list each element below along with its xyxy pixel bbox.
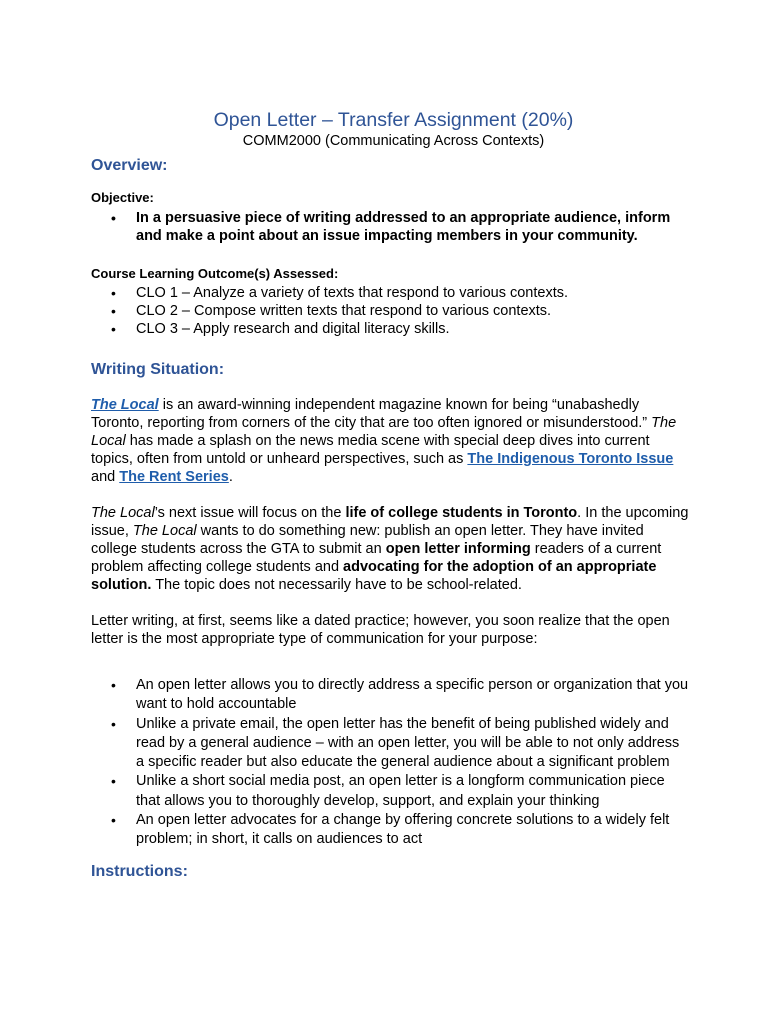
instructions-heading: Instructions: <box>91 862 188 880</box>
list-item: • Unlike a short social media post, an open letter is a longform communication piece that allows you to thoroughly develop, support, and explain your thinking <box>91 772 691 811</box>
list-item: • CLO 1 – Analyze a variety of texts that respond to various contexts. <box>91 284 691 302</box>
writing-situation-paragraph-3: Letter writing, at first, seems like a dated practice; however, you soon realize that the open letter is the most appropriate type of communication for your purpose: <box>91 613 670 647</box>
clo-label: Course Learning Outcome(s) Assessed: <box>91 266 339 281</box>
list-item: • CLO 2 – Compose written texts that respond to various contexts. <box>91 302 691 320</box>
indigenous-toronto-issue-link[interactable]: The Indigenous Toronto Issue <box>467 451 674 467</box>
the-local-link[interactable]: The Local <box>91 397 159 413</box>
list-item: • Unlike a private email, the open letter has the benefit of being published widely and read by a general audience – with an open letter, you will be able to not only address a specific reader but also educate the general audience about a significant problem <box>91 715 691 773</box>
writing-situation-paragraph-2: The Local’s next issue will focus on the life of college students in Toronto. In the upcoming issue, The Local wants to do something new: publish an open letter. They have invited college students across the GTA to submit an open letter informing readers of a current problem affecting college students and advocating for the adoption of an appropriate solution. The topic does not necessarily have to be school-related. <box>91 505 689 593</box>
list-item: • In a persuasive piece of writing addressed to an appropriate audience, inform and make a point about an issue impacting members in your community. <box>91 209 691 245</box>
page-title: Open Letter – Transfer Assignment (20%) <box>213 109 574 131</box>
writing-situation-heading: Writing Situation: <box>91 361 225 378</box>
list-item: • An open letter advocates for a change by offering concrete solutions to a widely felt problem; in short, it calls on audiences to act <box>91 811 691 850</box>
course-subtitle: COMM2000 (Communicating Across Contexts) <box>242 133 545 149</box>
clo-list <box>91 284 691 338</box>
open-letter-benefits-list <box>91 676 691 850</box>
objective-list <box>91 209 691 245</box>
rent-series-link[interactable]: The Rent Series <box>119 469 229 485</box>
document-page <box>91 108 691 882</box>
writing-situation-paragraph-1: The Local is an award-winning independent magazine known for being “unabashedly Toronto, reporting from corners of the city that are too often ignored or misunderstood.” The Local has made a splash on the news media scene with special deep dives into current topics, often from untold or unheard perspectives, such as The Indigenous Toronto Issue and The Rent Series. <box>91 397 677 485</box>
overview-heading: Overview: <box>91 157 168 174</box>
objective-label: Objective: <box>91 190 154 205</box>
list-item: • CLO 3 – Apply research and digital literacy skills. <box>91 320 691 338</box>
list-item: • An open letter allows you to directly address a specific person or organization that you want to hold accountable <box>91 676 691 715</box>
